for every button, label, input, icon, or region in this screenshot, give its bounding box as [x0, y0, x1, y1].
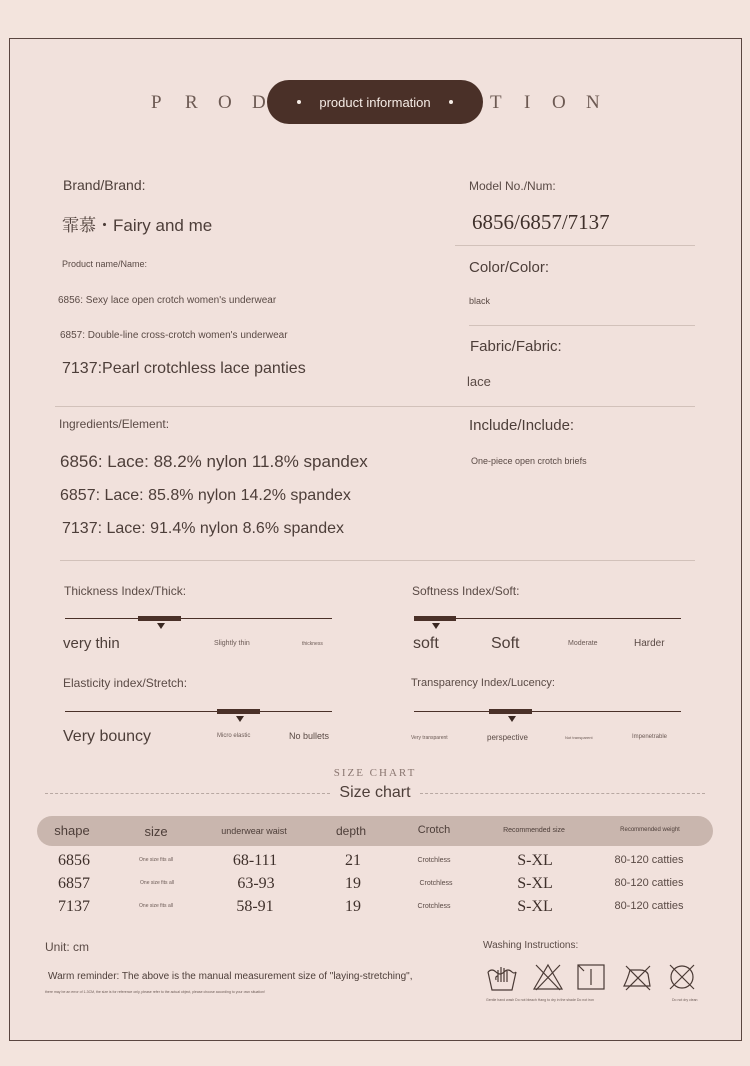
table-cell: 7137	[58, 898, 90, 915]
ingredients-label: Ingredients/Element:	[59, 417, 170, 431]
column-header: underwear waist	[221, 826, 287, 836]
column-header: Crotch	[417, 824, 451, 836]
fabric-label: Fabric/Fabric:	[470, 338, 562, 355]
product-information-pill	[267, 80, 483, 124]
column-header: size	[144, 824, 168, 839]
table-cell: One size fits all	[139, 857, 173, 863]
table-cell: 68-111	[232, 852, 278, 869]
table-cell: 80-120 catties	[614, 854, 684, 866]
transparency-scale-label: Not transparent	[565, 735, 593, 740]
do-not-dry-clean-icon	[666, 962, 698, 997]
thickness-track	[65, 618, 332, 619]
thickness-scale-label: thickness	[302, 641, 323, 647]
do-not-iron-icon	[620, 962, 654, 997]
softness-scale-label: Moderate	[568, 640, 598, 647]
include-label: Include/Include:	[469, 417, 575, 434]
column-header: Recommended size	[503, 827, 565, 834]
table-cell: 19	[345, 898, 361, 915]
washing-instructions-label: Washing Instructions:	[483, 940, 579, 951]
elasticity-scale-label: No bullets	[289, 731, 330, 741]
elasticity-track	[65, 711, 332, 712]
brand-value: 霏慕・Fairy and me	[62, 216, 213, 235]
product-name-item: 6857: Double-line cross-crotch women's underwear	[60, 330, 288, 341]
color-value: black	[469, 296, 491, 306]
washing-caption: Gentle hand wash Do not bleach Hang to dry in the shade Do not iron	[486, 998, 594, 1002]
softness-pointer-icon	[432, 623, 440, 629]
table-cell: 6856	[58, 852, 90, 869]
product-name-item: 7137:Pearl crotchless lace panties	[62, 360, 306, 377]
do-not-bleach-icon	[532, 962, 564, 997]
header-letter-d: D	[252, 92, 266, 113]
thickness-scale-label: Slightly thin	[214, 640, 250, 647]
thickness-scale-label: very thin	[63, 635, 120, 652]
table-cell: Crotchless	[419, 880, 453, 887]
elasticity-pointer-icon	[236, 716, 244, 722]
shade-dry-icon	[576, 963, 606, 996]
divider	[469, 325, 695, 326]
product-name-item: 6856: Sexy lace open crotch women's underwear	[58, 295, 277, 306]
size-chart-title: Size chart	[339, 784, 411, 801]
softness-label: Softness Index/Soft:	[412, 584, 520, 598]
table-cell: 19	[345, 875, 361, 892]
washing-caption: Do not dry clean	[672, 998, 698, 1002]
header-letter-o: O	[218, 92, 232, 113]
thickness-marker	[138, 616, 181, 621]
column-header: Recommended weight	[620, 827, 680, 833]
transparency-pointer-icon	[508, 716, 516, 722]
table-cell: Crotchless	[417, 903, 451, 910]
table-cell: One size fits all	[139, 903, 173, 909]
elasticity-marker	[217, 709, 260, 714]
include-value: One-piece open crotch briefs	[471, 456, 587, 466]
table-cell: S-XL	[517, 875, 553, 892]
table-cell: Crotchless	[417, 857, 451, 864]
divider	[455, 245, 695, 246]
ingredient-item: 7137: Lace: 91.4% nylon 8.6% spandex	[62, 520, 344, 537]
table-cell: 63-93	[237, 875, 275, 892]
header-letter-n: N	[586, 92, 600, 113]
divider	[55, 406, 695, 407]
table-cell: 58-91	[236, 898, 274, 915]
column-header: shape	[54, 823, 90, 838]
model-value: 6856/6857/7137	[472, 210, 610, 234]
softness-scale-label: soft	[413, 635, 439, 652]
size-table-header	[37, 816, 713, 846]
brand-label: Brand/Brand:	[63, 177, 146, 193]
fine-print: there may be an error of 1-3CM, the size is for reference only, please refer to the actual object, please choose according to your own situation!	[45, 990, 265, 994]
softness-scale-label: Soft	[491, 635, 520, 652]
table-cell: One size fits all	[140, 880, 174, 886]
transparency-scale-label: Very transparent	[411, 735, 448, 741]
thickness-label: Thickness Index/Thick:	[64, 584, 187, 598]
warm-reminder: Warm reminder: The above is the manual measurement size of "laying-stretching",	[48, 971, 413, 982]
thickness-pointer-icon	[157, 623, 165, 629]
header-letter-t: T	[490, 92, 502, 113]
column-header: depth	[335, 824, 367, 838]
softness-scale-label: Harder	[634, 638, 665, 649]
table-cell: S-XL	[517, 898, 553, 915]
table-cell: 6857	[58, 875, 90, 892]
elasticity-label: Elasticity index/Stretch:	[63, 676, 188, 690]
header-letter-r: R	[185, 92, 198, 113]
header-letter-p: P	[151, 92, 162, 113]
elasticity-scale-label: Micro elastic	[217, 733, 251, 739]
divider	[60, 560, 695, 561]
table-cell: 21	[345, 852, 361, 869]
transparency-scale-label: perspective	[487, 733, 528, 742]
header-letter-i: I	[524, 92, 531, 113]
fabric-value: lace	[467, 374, 491, 389]
size-chart-title-en: SIZE CHART	[333, 767, 417, 779]
softness-marker	[414, 616, 456, 621]
unit-label: Unit: cm	[45, 940, 90, 954]
pill-dot-right	[449, 100, 453, 104]
pill-label: product information	[319, 94, 431, 110]
table-cell: S-XL	[517, 852, 553, 869]
hand-wash-icon	[486, 962, 518, 997]
dotted-divider	[420, 793, 705, 794]
header-letter-o2: O	[552, 92, 566, 113]
product-name-label: Product name/Name:	[62, 259, 148, 269]
transparency-track	[414, 711, 681, 712]
table-cell: 80-120 catties	[614, 900, 684, 912]
transparency-scale-label: Impenetrable	[632, 734, 668, 740]
table-cell: 80-120 catties	[614, 877, 684, 889]
model-label: Model No./Num:	[469, 179, 556, 193]
ingredient-item: 6857: Lace: 85.8% nylon 14.2% spandex	[60, 487, 351, 504]
color-label: Color/Color:	[469, 259, 550, 276]
elasticity-scale-label: Very bouncy	[63, 728, 152, 745]
transparency-marker	[489, 709, 532, 714]
dotted-divider	[45, 793, 330, 794]
pill-dot-left	[297, 100, 301, 104]
ingredient-item: 6856: Lace: 88.2% nylon 11.8% spandex	[60, 452, 368, 471]
transparency-label: Transparency Index/Lucency:	[411, 677, 555, 689]
